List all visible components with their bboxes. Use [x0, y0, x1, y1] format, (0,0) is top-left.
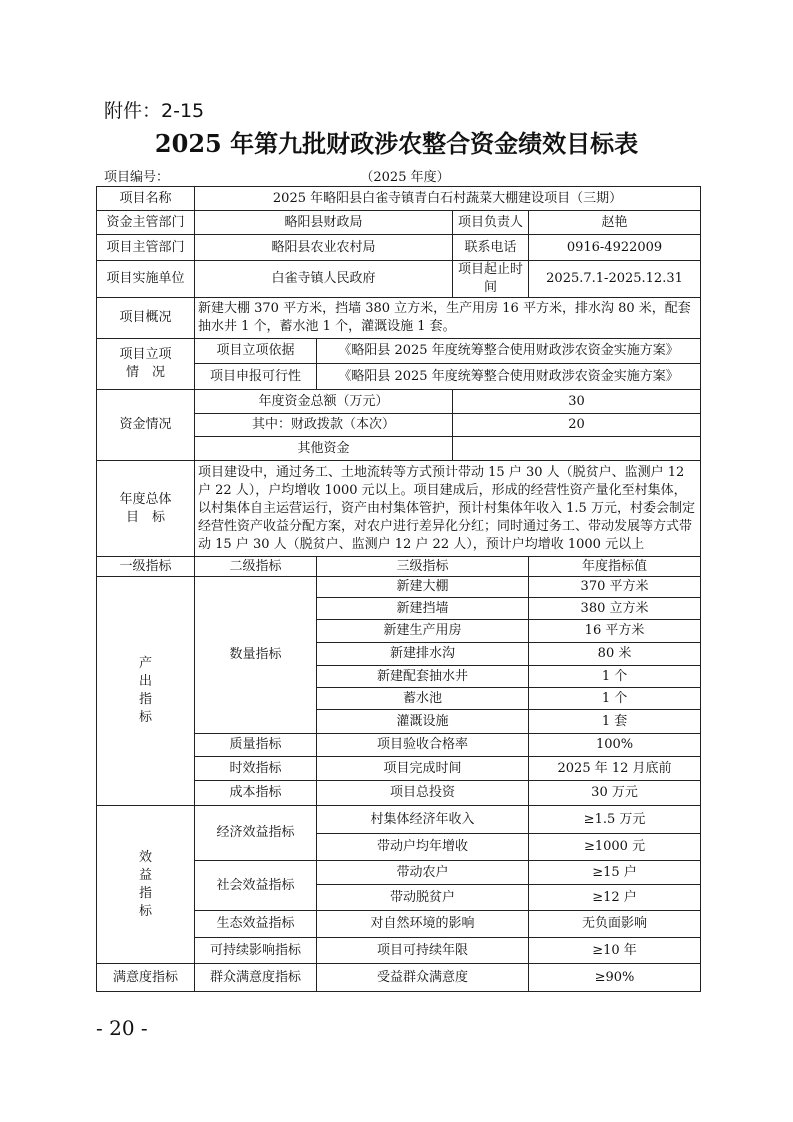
- cost-label: 成本指标: [195, 781, 317, 806]
- fiscal-value: 20: [453, 414, 701, 437]
- output-char: 出: [138, 674, 152, 689]
- approval-label-line-1: 项目立项: [119, 347, 172, 362]
- attachment-label: 附件：2-15: [104, 100, 205, 122]
- header-target: 年度指标值: [529, 557, 701, 577]
- quantity-item-name: 新建配套抽水井: [317, 666, 529, 688]
- approval-label-line-2: 情 况: [125, 365, 165, 380]
- quantity-item-name: 新建排水沟: [317, 643, 529, 666]
- other-fund-value: [453, 437, 701, 461]
- proj-dept-value: 略阳县农业农村局: [195, 235, 453, 261]
- output-char: 标: [138, 710, 152, 725]
- social-label: 社会效益指标: [195, 861, 317, 911]
- quantity-item-value: 1 个: [529, 688, 701, 710]
- quantity-item-value: 16 平方米: [529, 620, 701, 643]
- quantity-item-name: 新建生产用房: [317, 620, 529, 643]
- period-value: 2025.7.1-2025.12.31: [529, 261, 701, 298]
- annual-total-label: 年度资金总额（万元）: [195, 390, 453, 414]
- output-char: 产: [138, 656, 152, 671]
- impl-label: 项目实施单位: [97, 261, 195, 298]
- econ-label: 经济效益指标: [195, 806, 317, 861]
- quantity-item-name: 新建挡墙: [317, 598, 529, 620]
- goal-label-line-1: 年度总体: [119, 491, 172, 507]
- fund-dept-value: 略阳县财政局: [195, 211, 453, 235]
- quantity-item-value: 1 套: [529, 710, 701, 734]
- econ-item-value: ≥1000 元: [529, 834, 701, 861]
- satisfaction-level2: 群众满意度指标: [195, 964, 317, 992]
- approval-label: [97, 339, 195, 390]
- project-no-label: 项目编号：: [104, 170, 170, 185]
- econ-item-value: ≥1.5 万元: [529, 806, 701, 834]
- goal-value: 项目建设中，通过务工、土地流转等方式预计带动 15 户 30 人（脱贫户、监测户 12 户 22 人），户均增收 1000 元以上。项目建成后，形成的经营性资产量化至村集体，以村集体自主运营运行，资产由村集体管护，预计村集体年收入 1.5 万元，村委会制定经营性资产收益分配方案，对农户进行差异化分红；同时通过务工、带动发展等方式带动 15 户 30 人（脱贫户、监测户 12 户 22 人），预计户均增收 1000 元以上: [195, 461, 701, 557]
- sustain-name: 项目可持续年限: [317, 938, 529, 964]
- header-level3: 三级指标: [317, 557, 529, 577]
- overview-label: 项目概况: [97, 298, 195, 339]
- phone-value: 0916-4922009: [529, 235, 701, 261]
- cost-name: 项目总投资: [317, 781, 529, 806]
- impl-value: 白雀寺镇人民政府: [195, 261, 453, 298]
- basis-label: 项目立项依据: [195, 339, 317, 364]
- eco-name: 对自然环境的影响: [317, 911, 529, 938]
- quantity-label: 数量指标: [195, 577, 317, 734]
- benefit-char: 标: [138, 903, 152, 919]
- header-level1: 一级指标: [97, 557, 195, 577]
- benefit-char: 指: [138, 885, 152, 901]
- feasibility-label: 项目申报可行性: [195, 364, 317, 390]
- feasibility-value: 《略阳县 2025 年度统筹整合使用财政涉农资金实施方案》: [317, 364, 701, 390]
- benefit-indicator-label: [97, 806, 195, 964]
- benefit-char: 益: [138, 867, 152, 883]
- other-fund-label: 其他资金: [195, 437, 453, 461]
- phone-label: 联系电话: [453, 235, 529, 261]
- fiscal-label: 其中：财政拨款（本次）: [195, 414, 453, 437]
- fund-label: 资金情况: [97, 390, 195, 461]
- year-label: （2025 年度）: [360, 170, 450, 185]
- quantity-item-name: 新建大棚: [317, 577, 529, 598]
- output-indicator-label: [97, 577, 195, 806]
- quality-name: 项目验收合格率: [317, 734, 529, 757]
- social-item-name: 带动脱贫户: [317, 885, 529, 911]
- satisfaction-value: ≥90%: [529, 964, 701, 992]
- header-level2: 二级指标: [195, 557, 317, 577]
- quantity-item-value: 370 平方米: [529, 577, 701, 598]
- cost-value: 30 万元: [529, 781, 701, 806]
- basis-value: 《略阳县 2025 年度统筹整合使用财政涉农资金实施方案》: [317, 339, 701, 364]
- social-item-value: ≥15 户: [529, 861, 701, 885]
- quantity-item-name: 灌溉设施: [317, 710, 529, 734]
- goal-label: [97, 461, 195, 557]
- period-label: 项目起止时间: [453, 261, 529, 298]
- performance-table: [96, 186, 701, 992]
- satisfaction-name: 受益群众满意度: [317, 964, 529, 992]
- time-value: 2025 年 12 月底前: [529, 757, 701, 781]
- quantity-item-value: 80 米: [529, 643, 701, 666]
- fund-dept-label: 资金主管部门: [97, 211, 195, 235]
- page-title: 2025 年第九批财政涉农整合资金绩效目标表: [154, 129, 639, 158]
- annual-total-value: 30: [453, 390, 701, 414]
- sustain-value: ≥10 年: [529, 938, 701, 964]
- eco-label: 生态效益指标: [195, 911, 317, 938]
- quantity-item-name: 蓄水池: [317, 688, 529, 710]
- sustain-label: 可持续影响指标: [195, 938, 317, 964]
- econ-item-name: 带动户均年增收: [317, 834, 529, 861]
- satisfaction-label: 满意度指标: [97, 964, 195, 992]
- eco-value: 无负面影响: [529, 911, 701, 938]
- output-char: 指: [138, 692, 152, 707]
- proj-dept-label: 项目主管部门: [97, 235, 195, 261]
- quantity-item-value: 380 立方米: [529, 598, 701, 620]
- time-label: 时效指标: [195, 757, 317, 781]
- social-item-name: 带动农户: [317, 861, 529, 885]
- quality-value: 100%: [529, 734, 701, 757]
- econ-item-name: 村集体经济年收入: [317, 806, 529, 834]
- page-number: - 20 -: [96, 1016, 148, 1040]
- name-label: 项目名称: [97, 187, 195, 211]
- leader-value: 赵艳: [529, 211, 701, 235]
- social-item-value: ≥12 户: [529, 885, 701, 911]
- quantity-item-value: 1 个: [529, 666, 701, 688]
- benefit-char: 效: [138, 849, 152, 865]
- quality-label: 质量指标: [195, 734, 317, 757]
- name-value: 2025 年略阳县白雀寺镇青白石村蔬菜大棚建设项目（三期）: [195, 187, 701, 211]
- leader-label: 项目负责人: [453, 211, 529, 235]
- goal-label-line-2: 目 标: [125, 509, 165, 525]
- time-name: 项目完成时间: [317, 757, 529, 781]
- overview-value: 新建大棚 370 平方米，挡墙 380 立方米，生产用房 16 平方米，排水沟 80 米，配套抽水井 1 个，蓄水池 1 个，灌溉设施 1 套。: [195, 298, 701, 339]
